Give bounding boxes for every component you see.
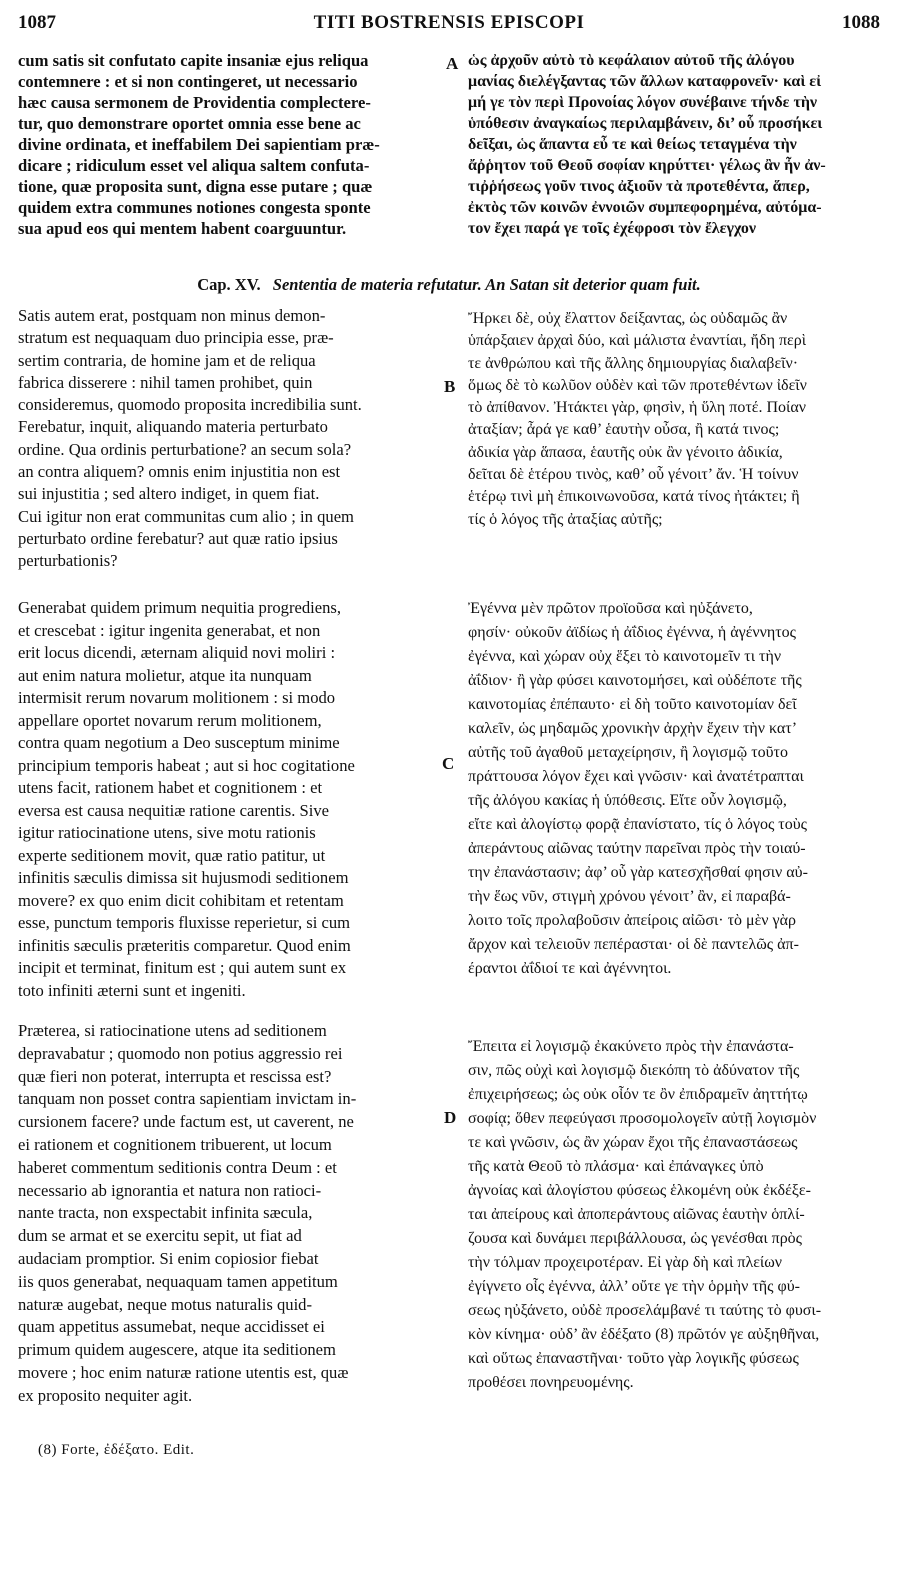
greek-paragraph-2: Ἤρκει δὲ, οὐχ ἔλαττον δείξαντας, ὡς οὐδαμῶς ἂν ὑπάρξαιεν ἀρχαὶ δύο, καὶ μάλιστα ἐναντίαι, ἤδη περὶ τε ἀνθρώπου καὶ τῆς ἄλλης δημιουργίας διαλαβεῖν· ὅμως δὲ τὸ κωλῦον οὐδὲν καὶ τῶν προτεθέντων ἰδεῖν τὸ ἀπίθανον. Ἠτάκτει γὰρ, φησὶν, ἡ ὕλη ποτέ. Ποίαν ἀταξίαν; ἆρά γε καθ’ ἑαυτὴν οὖσα, ἢ κατά τινος; ἀδικία γὰρ ἅπασα, ἑαυτῆς οὐκ ἂν γένοιτο ἀδικία, δεῖται δὲ ἑτέρου τινὸς, καθ’ οὗ γένοιτ’ ἄν. Ἡ τοίνυν ἑτέρῳ τινὶ μὴ ἐπικοινωνοῦσα, κατά τίνος ἠτάκτει; ἢ τίς ὁ λόγος τῆς ἀταξίας αὐτῆς; [468,310,807,528]
chapter-heading [18,275,880,295]
latin-paragraph-1: cum satis sit confutato capite insaniæ ejus reliqua contemnere : et si non contingeret, ut necessario hæc causa sermonem de Providentia complectere- tur, quo demonstrare oportet omnia esse bene ac divine ordinata, et ineffabilem Dei sapientiam præ- dicare ; ridiculum esset vel aliqua saltem confuta- tione, quæ proposita sunt, digna esse putare ; quæ quidem extra communes notiones congesta sponte sua apud eos qui mentem habent coarguuntur. [18,51,380,238]
latin-paragraph-2: Satis autem erat, postquam non minus demon- stratum est nequaquam duo principia esse, præ- sertim contraria, de homine jam et de reliqua fabrica disserere : nihil tamen prohibet, quin consideremus, quomodo proposita incredibilia sunt. Ferebatur, inquit, aliquando materia perturbato ordine. Qua ordinis perturbatione? an secum sola? an contra aliquem? omnis enim injustitia non est sui injustitia ; sed altero indiget, in quem fiat. Cui igitur non erat communitas cum alio ; in quem perturbato ordine ferebatur? aut quæ ratio ipsius perturbationis? [18,306,362,571]
margin-letter-a: A [446,54,459,73]
page-number-left: 1087 [18,12,56,33]
latin-paragraph-4: Præterea, si ratiocinatione utens ad seditionem depravabatur ; quomodo non potius aggressio rei quæ fieri non poterat, interrupta et rescissa est? tanquam non posset contra sapientiam invictam in- cursionem facere? unde factum est, ut caverent, ne ei rationem et cognitionem tribuerent, ut locum haberet commentum seditionis contra Deum : et necessario ab ignorantia et natura non ratioci- nante tracta, non exspectabit infinita sæcula, dum se armat et se exercitu sepit, ut fiat ad audaciam promptior. Si enim copiosior fiebat iis quos generabat, nequaquam tamen appetitum naturæ augebat, neque motus naturalis quid- quam appetitus assumebat, neque accidisset ei primum quidem augescere, atque ita seditionem movere ; hoc enim naturæ ratione utentis est, quæ ex proposito nequiter agit. [18,1021,357,1405]
page-header [18,12,880,38]
greek-paragraph-1: ὡς ἀρχοῦν αὐτὸ τὸ κεφάλαιον αὐτοῦ τῆς ἀλόγου μανίας διελέγξαντας τῶν ἄλλων καταφρονεῖν· καὶ εἰ μή γε τὸν περὶ Προνοίας λόγον συνέβαινε τήνδε τὴν ὑπόθεσιν ἀναγκαίως περιλαμβάνειν, δι’ οὗ προσήκει δεῖξαι, ὡς ἅπαντα εὖ τε καὶ θείως τεταγμένα τὴν ἄῤῥητον τοῦ Θεοῦ σοφίαν κηρύττει· γέλως ἂν ἦν ἀν- τιῤῥήσεως γοῦν τινος ἀξιοῦν τὰ προτεθέντα, ἅπερ, ἐκτὸς τῶν κοινῶν ἐννοιῶν συμπεφορημένα, αὐτόμα- τον ἔχει παρά γε τοῖς ἐχέφροσι τὸν ἔλεγχον [468,52,826,237]
margin-letter-b: B [444,377,456,396]
margin-letter-c: C [442,754,455,773]
greek-paragraph-4: Ἔπειτα εἰ λογισμῷ ἐκακύνετο πρὸς τὴν ἐπανάστα- σιν, πῶς οὐχὶ καὶ λογισμῷ διεκόπη τὸ ἀδύνατον τῆς ἐπιχειρήσεως; ὡς οὐκ οἷόν τε ὂν ἐπιδραμεῖν ἀηττήτῳ σοφίᾳ; ὅθεν πεφεύγασι προσομολογεῖν αὐτῇ λογισμὸν τε καὶ γνῶσιν, ὡς ἂν χώραν ἔχοι τῆς ἐπαναστάσεως τῆς κατὰ Θεοῦ τὸ πλάσμα· καὶ ἐπάναγκες ὑπὸ ἀγνοίας καὶ ἀλογίστου φύσεως ἑλκομένη οὐκ ἐκδέξε- ται ἀπείρους καὶ ἀποπεράντους αἰῶνας ἑαυτὴν ὁπλί- ζουσα καὶ δυνάμει περιβάλλουσα, ὡς γενέσθαι πρὸς τὴν τόλμαν προχειροτέραν. Εἰ γὰρ δὴ καὶ πλείων ἐγίγνετο οἷς ἐγέννα, ἀλλ’ οὔτε γε τὴν ὁρμὴν τῆς φύ- σεως ηὐξάνετο, οὐδὲ προσελάμβανέ τι ταύτης τὸ φυσι- κὸν κίνημα· οὐδ’ ἂν ἐδέξατο (8) πρῶτόν γε αὐξηθῆναι, καὶ οὕτως ἐπαναστῆναι· τοῦτο γὰρ λογικῆς φύσεως προθέσει πονηρευομένης. [468,1038,822,1391]
footnote: (8) Forte, ἐδέξατο. Edit. [38,1442,195,1458]
greek-paragraph-3: Ἐγέννα μὲν πρῶτον προϊοῦσα καὶ ηὐξάνετο, φησίν· οὐκοῦν ἀϊδίως ἡ ἀΐδιος ἐγέννα, ἡ ἀγέννητος ἐγέννα, καὶ χώραν οὐχ ἕξει τὸ καινοτομεῖν τι τὴν ἀΐδιον· ἢ γὰρ φύσει καινοτομήσει, καὶ οὐδέποτε τῆς καινοτομίας ἐπέπαυτο· εἰ δὴ τοῦτο καινοτομίαν δεῖ καλεῖν, ὡς μηδαμῶς χρονικὴν ἀρχὴν ἔχειν τὴν κατ’ αὐτῆς τοῦ ἀγαθοῦ μεταχείρησιν, ἢ λογισμῷ τοῦτο πράττουσα λόγον ἔχει καὶ γνῶσιν· καὶ ἀνατέτραπται τῆς ἀλόγου κακίας ἡ ὑπόθεσις. Εἴτε οὖν λογισμῷ, εἴτε καὶ ἀλογίστῳ φορᾷ ἐπανίστατο, τίς ὁ λόγος τοὺς ἀπεράντους αἰῶνας ταύτην παρεῖναι πρὸς τὴν τοιαύ- την ἐπανάστασιν; ἀφ’ οὗ γὰρ κατεσχῆσθαί φησιν αὐ- τὴν ἕως νῦν, στιγμὴ χρόνου γένοιτ’ ἂν, εἰ παραβά- λοιτο τοῖς προλαβοῦσιν ἀπείροις αἰῶσι· τὸ μὲν γὰρ ἄρχον καὶ τελειοῦν πεπέρασται· οἱ δὲ παντελῶς ἀπ- έραντοι ἀΐδιοί τε καὶ ἀγέννητοι. [468,600,808,977]
page-number-right: 1088 [842,12,880,33]
running-title: TITI BOSTRENSIS EPISCOPI [313,12,585,33]
margin-letter-d: D [444,1108,457,1127]
chapter-label: Cap. XV. [197,275,261,294]
chapter-title: Sententia de materia refutatur. An Satan sit deterior quam fuit. [272,275,701,294]
latin-paragraph-3: Generabat quidem primum nequitia progrediens, et crescebat : igitur ingenita generabat, et non erit locus dicendi, æternam aliquid novi moliri : aut enim natura molietur, atque ita nunquam intermisit rerum novarum molitionem : si modo appellare oportet novarum rerum molitionem, contra quam negotium a Deo susceptum minime principium temporis habeat ; aut si hoc cogitatione utens facit, rationem habet et cognitionem : et eversa est causa nequitiæ ratione carentis. Sive igitur ratiocinatione utens, sive motu rationis experte seditionem movit, quæ ratio patitur, ut infinitis sæculis dimissa sit hujusmodi seditionem movere? ex quo enim dicit cohibitam et retentam esse, punctum temporis fluxisse reperietur, si cum infinitis sæculis præteritis comparetur. Quod enim incipit et terminat, finitum est ; qui autem sunt ex toto infiniti æterni sunt et ingeniti. [18,598,355,1000]
